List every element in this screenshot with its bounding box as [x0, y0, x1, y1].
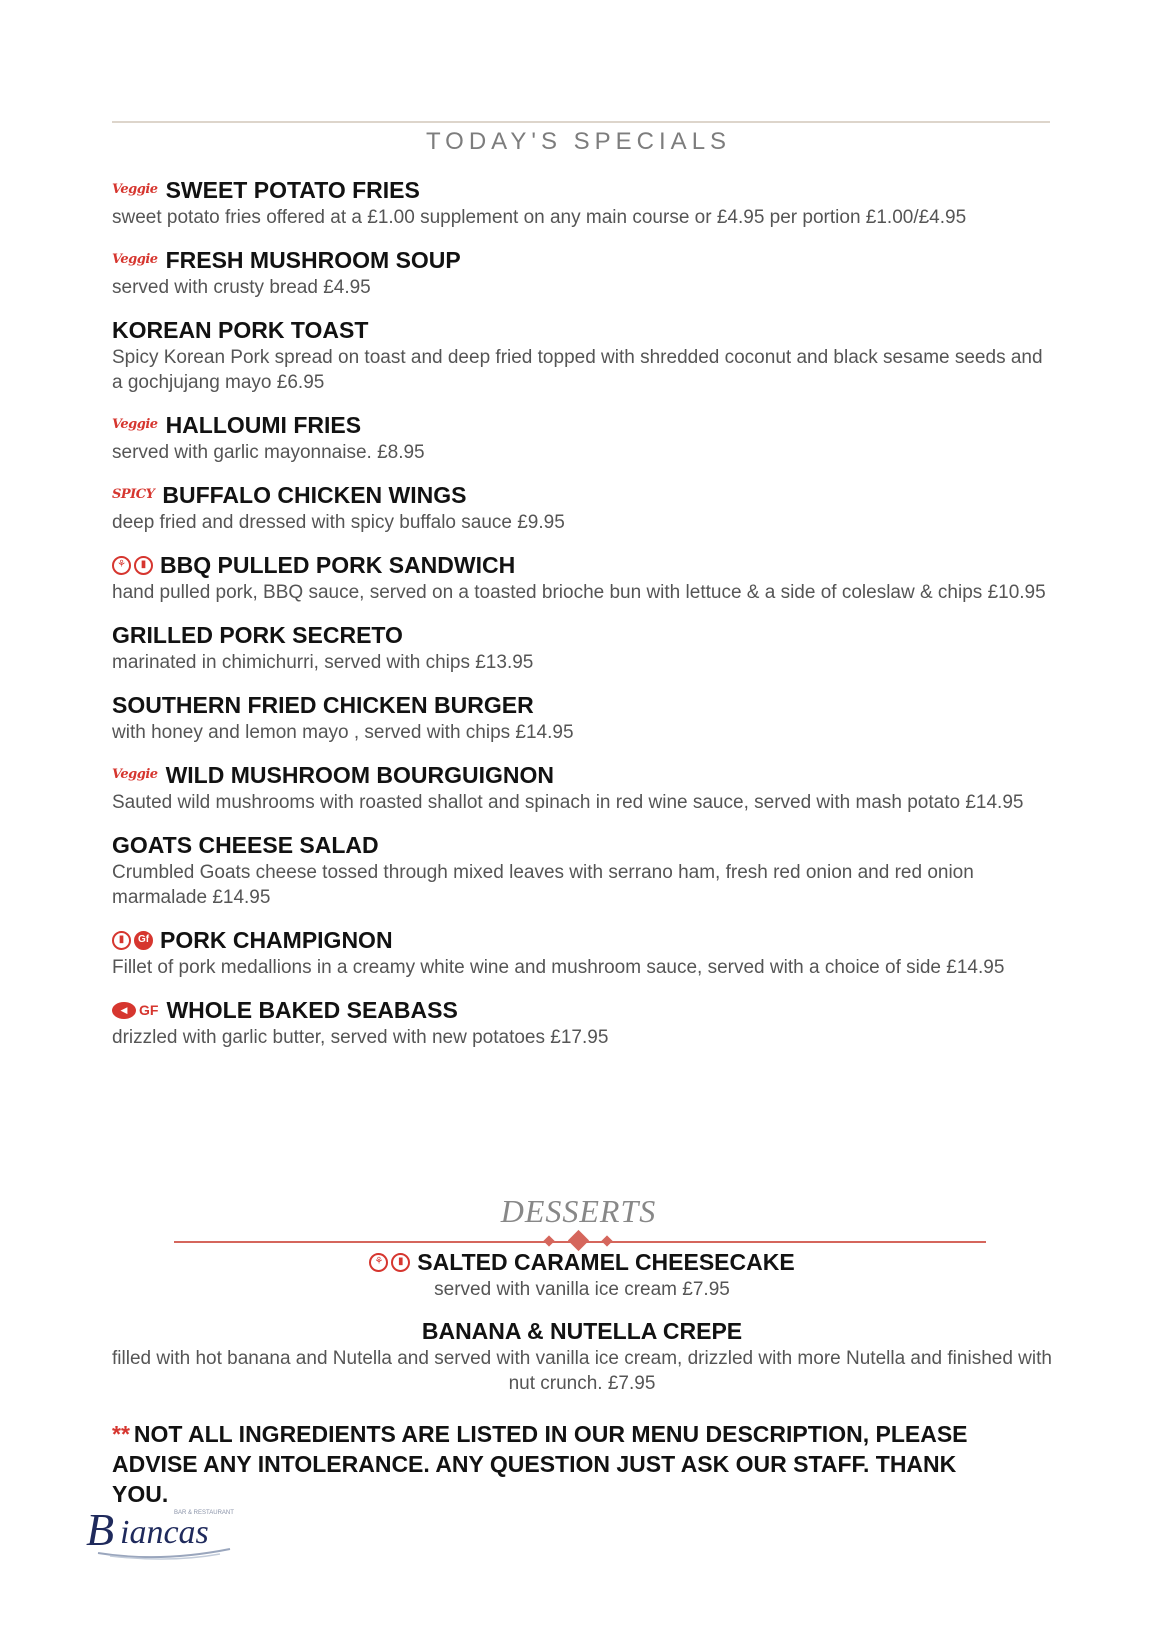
menu-item-description: drizzled with garlic butter, served with new potatoes £17.95	[112, 1027, 609, 1048]
menu-item	[112, 1247, 1052, 1302]
biancas-logo	[80, 1501, 240, 1561]
menu-item-description: sweet potato fries offered at a £1.00 supplement on any main course or £4.95 per portion £1.00/£4.95	[112, 207, 967, 228]
menu-item-name	[112, 480, 1052, 510]
menu-item-description: marinated in chimichurri, served with chips £13.95	[112, 652, 534, 673]
menu-item-description: Crumbled Goats cheese tossed through mixed leaves with serrano ham, fresh red onion and red onion marmalade £14.95	[112, 862, 974, 908]
menu-item-name	[112, 830, 1052, 860]
divider-diamond-left	[543, 1235, 554, 1246]
menu-item-name	[112, 315, 1052, 345]
menu-item-name	[112, 550, 1052, 580]
menu-item-title: SALTED CARAMEL CHEESECAKE	[417, 1249, 795, 1275]
dairy-icon: ▮	[112, 931, 131, 950]
gluten-icon: ⚘	[369, 1253, 388, 1272]
menu-item-name	[112, 995, 1052, 1025]
menu-item	[112, 1316, 1052, 1396]
menu-item-title: BUFFALO CHICKEN WINGS	[162, 482, 467, 508]
menu-item-title: GRILLED PORK SECRETO	[112, 622, 403, 648]
menu-item	[112, 760, 1052, 815]
menu-item	[112, 830, 1052, 910]
menu-item-title: SWEET POTATO FRIES	[165, 177, 420, 203]
spicy-icon: SPICY	[112, 487, 155, 502]
menu-item-description: Sauted wild mushrooms with roasted shallot and spinach in red wine sauce, served with mash potato £14.95	[112, 792, 1024, 813]
logo-tagline: BAR & RESTAURANT	[174, 1510, 234, 1516]
menu-item-name	[112, 620, 1052, 650]
logo-wordmark: iancas	[120, 1514, 209, 1551]
menu-item-description: filled with hot banana and Nutella and served with vanilla ice cream, drizzled with more Nutella and finished with nut crunch. £7.95	[112, 1348, 1052, 1394]
fish-icon: ◀	[112, 1002, 136, 1019]
menu-item-description: deep fried and dressed with spicy buffalo sauce £9.95	[112, 512, 565, 533]
menu-item-name	[112, 1316, 1052, 1346]
menu-item	[112, 690, 1052, 745]
menu-item-title: SOUTHERN FRIED CHICKEN BURGER	[112, 692, 534, 718]
divider-diamond-right	[601, 1235, 612, 1246]
gluten-free-icon: Gf	[134, 931, 153, 950]
menu-item-name	[112, 245, 1052, 275]
menu-item-title: WILD MUSHROOM BOURGUIGNON	[165, 762, 554, 788]
allergen-notice	[112, 1419, 982, 1506]
menu-item-name	[112, 760, 1052, 790]
menu-item	[112, 620, 1052, 675]
menu-item	[112, 995, 1052, 1050]
menu-item	[112, 315, 1052, 395]
menu-item-description: Spicy Korean Pork spread on toast and deep fried topped with shredded coconut and black sesame seeds and a gochjujang mayo £6.95	[112, 347, 1043, 393]
menu-item-description: served with crusty bread £4.95	[112, 277, 371, 298]
desserts-list	[112, 1247, 1052, 1410]
veggie-icon: Veggie	[112, 182, 158, 197]
gluten-icon: ⚘	[112, 556, 131, 575]
notice-text: NOT ALL INGREDIENTS ARE LISTED IN OUR MENU DESCRIPTION, PLEASE ADVISE ANY INTOLERANCE. ANY QUESTION JUST ASK OUR STAFF. THANK YOU.	[112, 1421, 968, 1506]
menu-item-name	[112, 175, 1052, 205]
menu-item-description: served with garlic mayonnaise. £8.95	[112, 442, 425, 463]
menu-item	[112, 550, 1052, 605]
top-divider	[112, 121, 1050, 123]
menu-item-title: WHOLE BAKED SEABASS	[166, 997, 458, 1023]
menu-item-name	[112, 925, 1052, 955]
menu-item-title: GOATS CHEESE SALAD	[112, 832, 379, 858]
menu-item-name	[112, 690, 1052, 720]
dairy-icon: ▮	[391, 1253, 410, 1272]
menu-item-description: hand pulled pork, BBQ sauce, served on a toasted brioche bun with lettuce & a side of coleslaw & chips £10.95	[112, 582, 1046, 603]
veggie-icon: Veggie	[112, 767, 158, 782]
veggie-icon: Veggie	[112, 417, 158, 432]
menu-item	[112, 480, 1052, 535]
menu-item-name	[112, 1247, 1052, 1277]
menu-item	[112, 925, 1052, 980]
menu-item-title: FRESH MUSHROOM SOUP	[165, 247, 461, 273]
menu-item	[112, 175, 1052, 230]
menu-item-description: served with vanilla ice cream £7.95	[434, 1279, 730, 1300]
menu-item-title: BBQ PULLED PORK SANDWICH	[160, 552, 516, 578]
asterisk-icon: **	[112, 1421, 130, 1447]
dairy-icon: ▮	[134, 556, 153, 575]
logo-initial: B	[86, 1504, 115, 1555]
desserts-heading: DESSERTS	[500, 1193, 657, 1229]
menu-item	[112, 410, 1052, 465]
menu-item-title: HALLOUMI FRIES	[165, 412, 362, 438]
gluten-free-icon: GF	[139, 1002, 159, 1018]
menu-item-description: Fillet of pork medallions in a creamy white wine and mushroom sauce, served with a choice of side £14.95	[112, 957, 1005, 978]
specials-heading: TODAY'S SPECIALS	[425, 128, 732, 155]
veggie-icon: Veggie	[112, 252, 158, 267]
menu-item-title: PORK CHAMPIGNON	[160, 927, 393, 953]
menu-item-title: BANANA & NUTELLA CREPE	[421, 1318, 743, 1344]
menu-item-description: with honey and lemon mayo , served with chips £14.95	[112, 722, 574, 743]
menu-item-title: KOREAN PORK TOAST	[112, 317, 369, 343]
specials-list	[112, 175, 1052, 1065]
menu-item-name	[112, 410, 1052, 440]
menu-item	[112, 245, 1052, 300]
